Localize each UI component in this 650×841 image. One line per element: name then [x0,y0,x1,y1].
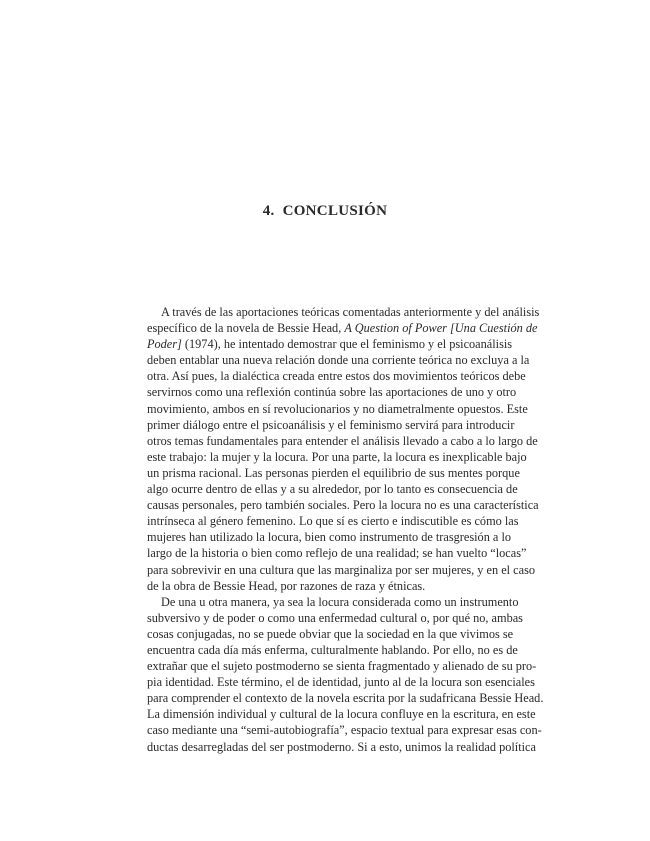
text-run: para sobrevivir en una cultura que las marginaliza por ser mujeres, y en el caso [147,562,536,577]
text-line [147,594,519,610]
text-line [147,562,536,578]
text-line [147,513,519,529]
text-run: ductas desarregladas del ser postmoderno. Si a esto, unimos la realidad política [147,739,536,754]
text-run: para comprender el contexto de la novela escrita por la sudafricana Bessie Head. [147,691,544,706]
paragraph [147,594,544,755]
text-line [147,658,537,674]
text-line [147,578,504,594]
text-run: subversivo y de poder o como una enfermedad cultural o, por qué no, ambas [147,610,523,625]
text-run: largo de la historia o bien como reflejo de una realidad; se han vuelto “locas” [147,546,527,561]
text-run: intrínseca al género femenino. Lo que sí es cierto e indiscutible es cómo las [147,514,519,529]
text-line [147,626,514,642]
text-line [147,336,513,352]
text-run: extrañar que el sujeto postmoderno se sienta fragmentado y alienado de su pro- [147,659,537,674]
text-line [147,304,540,320]
text-line [147,465,520,481]
chapter-number: 4. [262,203,275,219]
text-run: encuentra cada día más enferma, culturalmente hablando. Por ello, no es de [147,642,518,657]
text-run: causas personales, pero también sociales. Pero la locura no es una característica [147,498,539,513]
text-line [147,706,536,722]
text-run: De una u otra manera, ya sea la locura considerada como un instrumento [161,594,519,609]
italic-text: Poder] [147,337,182,352]
text-line [147,481,518,497]
text-line [147,739,536,755]
text-run: cosas conjugadas, no se puede obviar que la sociedad en la que vivimos se [147,626,514,641]
chapter-title-text: CONCLUSIÓN [282,203,388,219]
text-run: de la obra de Bessie Head, por razones de raza y étnicas. [147,578,426,593]
text-run: primer diálogo entre el psicoanálisis y el feminismo servirá para introducir [147,417,515,432]
text-run: pia identidad. Este término, el de identidad, junto al de la locura son esenciales [147,675,535,690]
body-text [147,304,544,755]
text-run: este trabajo: la mujer y la locura. Por una parte, la locura es inexplicable bajo [147,449,527,464]
text-line [147,529,512,545]
text-run: otros temas fundamentales para entender el análisis llevado a cabo a lo largo de [147,433,538,448]
text-line [147,433,538,449]
text-line [147,722,542,738]
text-line [147,417,515,433]
text-run: caso mediante una “semi-autobiografía”, espacio textual para expresar esas con- [147,723,542,738]
text-line [147,401,528,417]
text-run: otra. Así pues, la dialéctica creada entre estos dos movimientos teóricos debe [147,369,526,384]
text-run: servirnos como una reflexión continúa sobre las aportaciones de uno y otro [147,385,517,400]
text-run: La dimensión individual y cultural de la locura confluye en la escritura, en este [147,707,536,722]
paragraph [147,304,540,594]
text-run: un prisma racional. Las personas pierden el equilibrio de sus mentes porque [147,465,520,480]
text-line [147,545,527,561]
text-run: mujeres han utilizado la locura, bien como instrumento de trasgresión a lo [147,530,512,545]
text-line [147,674,535,690]
italic-text: A Question of Power [Una Cuestión de [344,321,538,336]
text-line [147,449,527,465]
text-run: deben entablar una nueva relación donde una corriente teórica no excluya a la [147,353,530,368]
text-line [147,690,544,706]
text-line [147,384,517,400]
text-line [147,610,523,626]
text-run: específico de la novela de Bessie Head, [147,321,345,336]
text-line [147,320,538,336]
chapter-title [0,203,650,220]
text-run: A través de las aportaciones teóricas comentadas anteriormente y del análisis [161,305,540,319]
text-run: movimiento, ambos en sí revolucionarios y no diametralmente opuestos. Este [147,401,528,416]
text-run: algo ocurre dentro de ellas y a su alrededor, por lo tanto es consecuencia de [147,482,518,497]
text-run: (1974), he intentado demostrar que el feminismo y el psicoanálisis [181,337,513,352]
text-line [147,497,539,513]
text-line [147,352,530,368]
text-line [147,368,526,384]
text-line [147,642,518,658]
